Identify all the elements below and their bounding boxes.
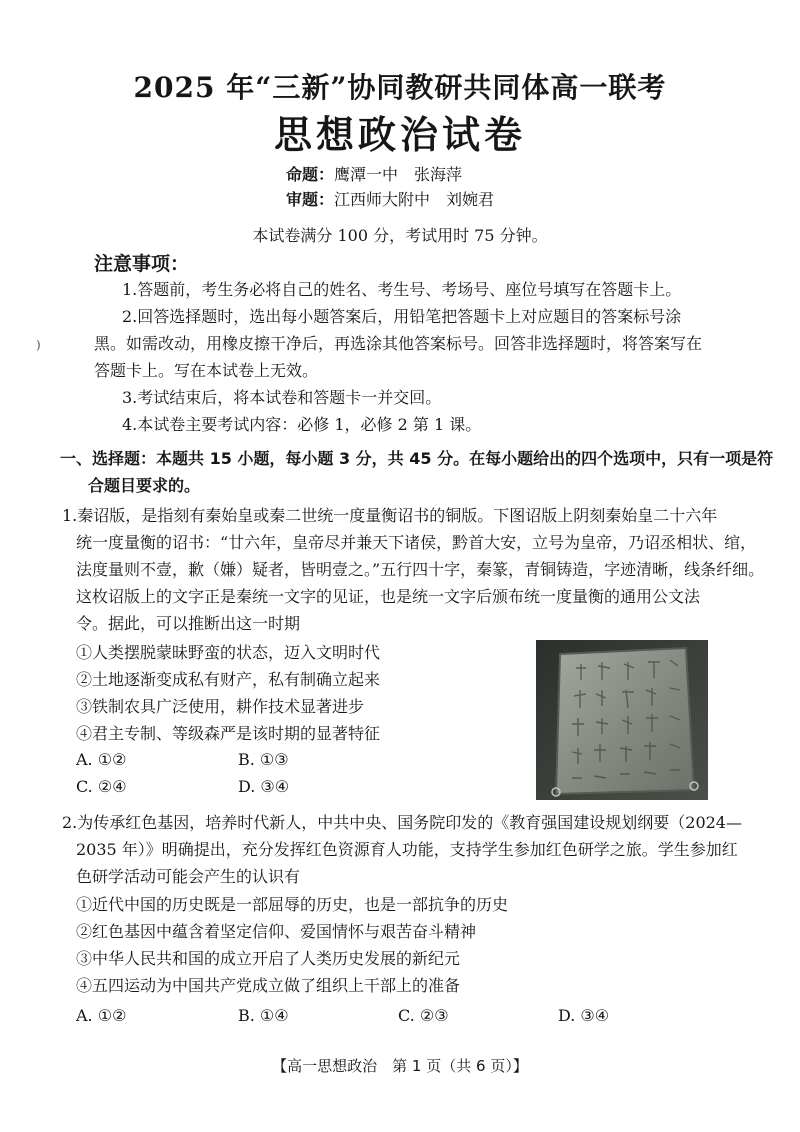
q1-choice-d: D. ③④ <box>238 777 290 796</box>
author-label: 命题： <box>286 165 335 184</box>
q2-option: ③中华人民共和国的成立开启了人类历史发展的新纪元 <box>76 949 461 968</box>
section-heading-cont: 合题目要求的。 <box>88 476 201 495</box>
qin-edict-plate-photo <box>536 640 708 800</box>
q1-option: ①人类摆脱蒙昧野蛮的状态，迈入文明时代 <box>76 643 381 662</box>
q2-option: ②红色基因中蕴含着坚定信仰、爱国情怀与艰苦奋斗精神 <box>76 922 477 941</box>
exam-info: 本试卷满分 100 分，考试用时 75 分钟。 <box>252 226 548 245</box>
q2-choice-c: C. ②③ <box>398 1006 449 1025</box>
q1-stem-line: 法度量则不壹，歉（嫌）疑者，皆明壹之。”五行四十字，秦篆，青铜铸造，字迹清晰，线条纤细。 <box>76 560 765 579</box>
q2-stem-line: 色研学活动可能会产生的认识有 <box>76 867 301 886</box>
author-value: 鹰潭一中 张海萍 <box>334 165 463 184</box>
reviewer-value: 江西师大附中 刘婉君 <box>334 190 495 209</box>
notice-line: 黑。如需改动，用橡皮擦干净后，再选涂其他答案标号。回答非选择题时，将答案写在 <box>94 334 703 353</box>
q1-choice-a: A. ①② <box>76 750 127 769</box>
q1-stem-line: 令。据此，可以推断出这一时期 <box>76 614 301 633</box>
q1-stem-line: 这枚诏版上的文字正是秦统一文字的见证，也是统一文字后颁布统一度量衡的通用公文法 <box>76 587 701 606</box>
notice-title: 注意事项： <box>94 253 190 275</box>
author-credit <box>286 162 462 185</box>
scan-mark: ) <box>36 338 41 352</box>
page-footer: 【高一思想政治 第 1 页（共 6 页）】 <box>272 1057 528 1075</box>
notice-line: 2.回答选择题时，选出每小题答案后，用铅笔把答题卡上对应题目的答案标号涂 <box>122 307 682 326</box>
q2-option: ④五四运动为中国共产党成立做了组织上干部上的准备 <box>76 976 461 995</box>
q1-option: ④君主专制、等级森严是该时期的显著特征 <box>76 724 381 743</box>
reviewer-label: 审题： <box>286 190 335 209</box>
notice-line: 1.答题前，考生务必将自己的姓名、考生号、考场号、座位号填写在答题卡上。 <box>122 280 682 299</box>
q2-choice-b: B. ①④ <box>238 1006 289 1025</box>
q2-choice-a: A. ①② <box>76 1006 127 1025</box>
q1-choice-c: C. ②④ <box>76 777 127 796</box>
section-heading: 一、选择题：本题共 15 小题，每小题 3 分，共 45 分。在每小题给出的四个选项中，只有一项是符 <box>60 449 774 468</box>
q1-option: ②土地逐渐变成私有财产，私有制确立起来 <box>76 670 381 689</box>
q1-stem-line: 统一度量衡的诏书：“廿六年，皇帝尽并兼天下诸侯，黔首大安，立号为皇帝，乃诏丞相状、绾， <box>76 533 757 552</box>
q1-stem-line: 1.秦诏版，是指刻有秦始皇或秦二世统一度量衡诏书的铜版。下图诏版上阴刻秦始皇二十六年 <box>62 506 718 525</box>
notice-line: 3.考试结束后，将本试卷和答题卡一并交回。 <box>122 388 442 407</box>
notice-line: 答题卡上。写在本试卷上无效。 <box>94 361 319 380</box>
q1-choice-b: B. ①③ <box>238 750 289 769</box>
reviewer-credit <box>286 187 494 210</box>
q2-choice-d: D. ③④ <box>558 1006 610 1025</box>
notice-line: 4.本试卷主要考试内容：必修 1，必修 2 第 1 课。 <box>122 415 482 434</box>
exam-title-line1: 2025 年“三新”协同教研共同体高一联考 <box>133 71 667 104</box>
q2-option: ①近代中国的历史既是一部屈辱的历史，也是一部抗争的历史 <box>76 895 509 914</box>
q2-stem-line: 2035 年）》明确提出，充分发挥红色资源育人功能，支持学生参加红色研学之旅。学生参加红 <box>76 840 738 859</box>
exam-title-subject: 思想政治试卷 <box>273 113 526 157</box>
q2-stem-line: 2.为传承红色基因，培养时代新人，中共中央、国务院印发的《教育强国建设规划纲要（2024— <box>62 813 742 832</box>
q1-option: ③铁制农具广泛使用，耕作技术显著进步 <box>76 697 365 716</box>
